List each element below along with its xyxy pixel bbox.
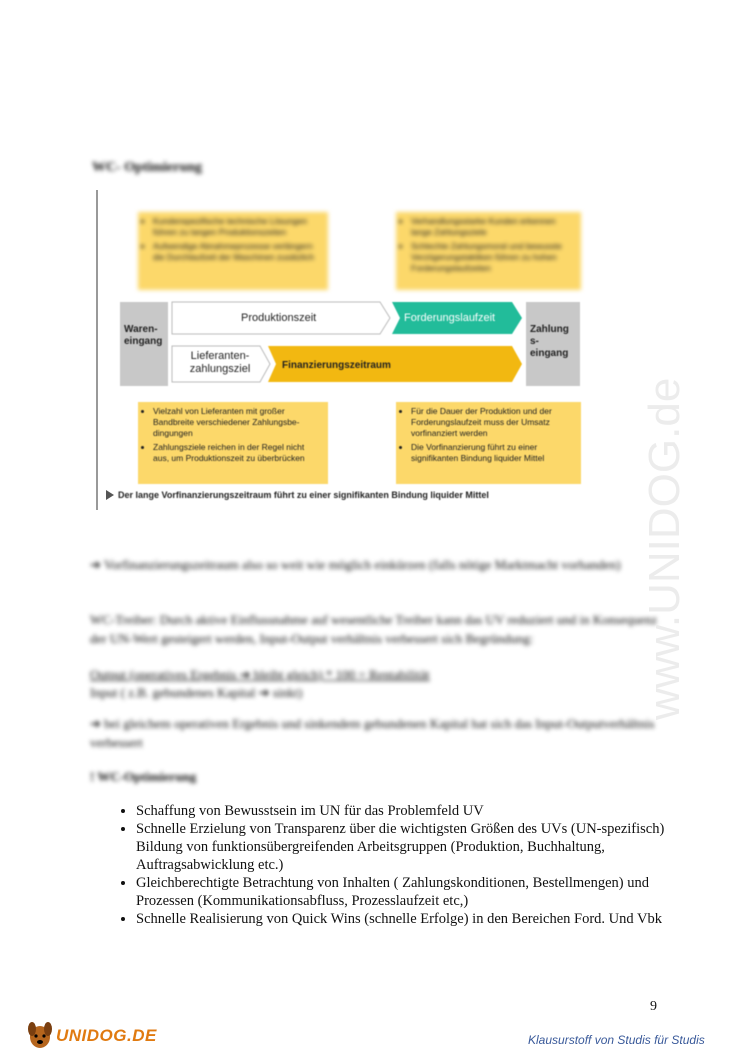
watermark: www.UNIDOG.de [640,377,689,720]
formula-input: Input ( z.B. gebundenes Kapital ➔ sinkt) [90,685,303,700]
section-heading: WC- Optimierung [92,160,203,175]
note-item: • Für die Dauer der Produktion und der Forderungslaufzeit muss der Umsatz vorfinanziert werden [411,406,575,439]
page-number: 9 [650,999,657,1014]
note-item: • Verhandlungsstarke Kunden erkennen lange Zahlungsziele [411,216,575,238]
note-item: • Die Vorfinanzierung führt zu einer signifikanten Bindung liquider Mittel [411,442,575,464]
paragraph-3: ➔ bei gleichem operativen Ergebnis und sinkendem gebundenen Kapital hat sich das Input-Outputverhältnis verbessert [90,716,655,750]
bottom-left-note-box [138,402,328,484]
financing-label: Finanzierungszeitraum [282,360,391,371]
production-label: Produktionszeit [241,312,317,324]
caption-arrow-icon [106,490,114,500]
top-left-note-box [138,212,328,290]
bullet-item: • Gleichberechtigte Betrachtung von Inhalten ( Zahlungskonditionen, Bestellmengen) und Prozessen (Kommunikationsabfluss, Prozesslaufzeit etc,) [136,874,665,910]
sub-heading: ! WC-Optimierung [90,769,197,784]
top-right-note-box [396,212,581,290]
payment-receipt-box: Zahlung s-eingang [526,302,580,386]
formula-output: Output (operatives Ergebnis ➔ bleibt gleich) * 100 = Rentabilität [90,667,430,682]
note-item: • Aufwendige Abnahmeprozesse verlängern die Durchlaufzeit der Maschinen zusätzlich [153,241,322,263]
note-item: • Zahlungsziele reichen in der Regel nicht aus, um Produktionszeit zu überbrücken [153,442,322,464]
note-item: • Kundenspezifische technische Lösungen führen zu langen Produktionszeiten [153,216,322,238]
logo-text: UNIDOG.DE [56,1026,157,1045]
paragraph-2: WC-Treiber: Durch aktive Einflussnahme auf wesentliche Treiber kann das UV reduziert und in Konsequenz der UN-Wert gesteigert werden, Input-Output verhältnis verbessert sich Begründung: [90,612,658,646]
footer-tagline: Klausurstoff von Studis für Studis [528,1033,705,1047]
goods-receipt-box: Waren-eingang [120,302,168,386]
note-item: • Schlechte Zahlungsmoral und bewusste Verzögerungstaktiken führen zu hohen Forderungslaufzeiten [411,241,575,274]
receivables-label: Forderungslaufzeit [404,312,496,324]
paragraph-1: ➔ Vorfinanzierungszeitraum also so weit wie möglich einkürzen (falls nötige Marktmacht vorhanden) [90,557,621,572]
bullet-item: • Schaffung von Bewusstsein im UN für das Problemfeld UV [136,802,665,820]
diagram-caption: Der lange Vorfinanzierungszeitraum führt zu einer signifikanten Bindung liquider Mittel [118,490,489,500]
note-item: • Vielzahl von Lieferanten mit großer Bandbreite verschiedener Zahlungsbe-dingungen [153,406,322,439]
diagram-border-line [96,190,98,510]
bottom-right-note-box [396,402,581,484]
bullet-item: • Schnelle Erzielung von Transparenz über die wichtigsten Größen des UVs (UN-spezifisch) Bildung von funktionsübergreifenden Arbeitsgruppen (Produktion, Buchhaltung, Auftragsabwicklung etc.) [136,820,665,874]
bullet-list [110,802,665,928]
bullet-item: • Schnelle Realisierung von Quick Wins (schnelle Erfolge) in den Bereichen Ford. Und Vbk [136,910,665,928]
supplier-label: Lieferanten-zahlungsziel [189,350,251,375]
working-capital-diagram [96,190,586,515]
